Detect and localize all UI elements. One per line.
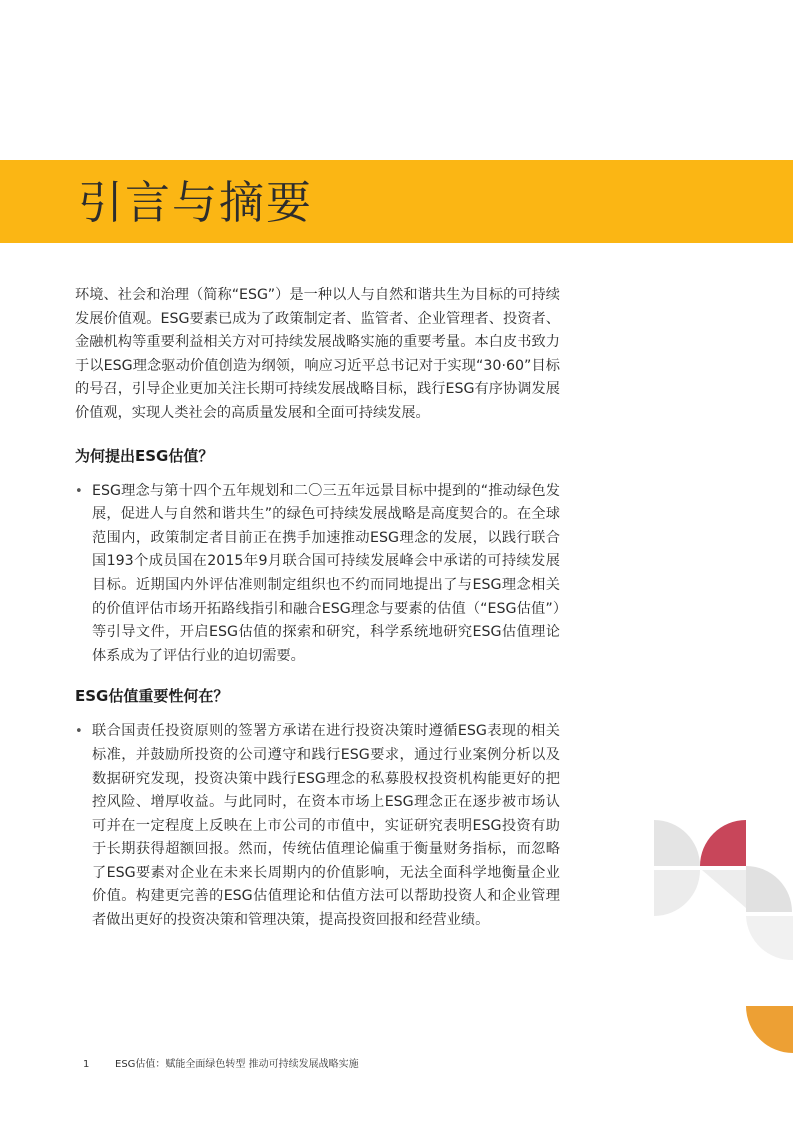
grey-quarter-shape — [654, 820, 700, 866]
page-footer — [83, 1058, 359, 1072]
bullet-item — [75, 480, 560, 669]
page-number: 1 — [83, 1059, 90, 1070]
grey-quarter-shape — [654, 870, 700, 916]
footer-text: ESG估值：赋能全面绿色转型 推动可持续发展战略实施 — [115, 1059, 359, 1070]
intro-paragraph: 环境、社会和治理（简称“ESG”）是一种以人与自然和谐共生为目标的可持续发展价值观。ESG要素已成为了政策制定者、监管者、企业管理者、投资者、金融机构等重要利益相关方对可持续发展战略实施的重要考量。本白皮书致力于以ESG理念驱动价值创造为纲领，响应习近平总书记对于实现“30·60”目标的号召，引导企业更加关注长期可持续发展战略目标，践行ESG有序协调发展价值观，实现人类社会的高质量发展和全面可持续发展。 — [75, 287, 560, 421]
decorative-shapes — [640, 808, 793, 1058]
section-title-importance: ESG估值重要性何在？ — [75, 687, 229, 706]
grey-quarter-shape — [746, 866, 792, 912]
main-content — [75, 284, 560, 933]
orange-quarter-shape — [746, 1006, 793, 1053]
bullet-icon: • — [75, 483, 83, 499]
bullet-list-importance — [75, 720, 560, 932]
bullet-text: 联合国责任投资原则的签署方承诺在进行投资决策时遵循ESG表现的相关标准，并鼓励所投资的公司遵守和践行ESG要求，通过行业案例分析以及数据研究发现，投资决策中践行ESG理念的私募股权投资机构能更好的把控风险、增厚收益。与此同时，在资本市场上ESG理念正在逐步被市场认可并在一定程度上反映在上市公司的市值中，实证研究表明ESG投资有助于长期获得超额回报。然而，传统估值理论偏重于衡量财务指标，而忽略了ESG要素对企业在未来长周期内的价值影响，无法全面科学地衡量企业价值。构建更完善的ESG估值理论和估值方法可以帮助投资人和企业管理者做出更好的投资决策和管理决策，提高投资回报和经营业绩。 — [92, 723, 560, 929]
red-quarter-shape — [700, 820, 746, 866]
section-title-why: 为何提出ESG估值？ — [75, 446, 214, 465]
page-title: 引言与摘要 — [78, 176, 314, 229]
bullet-item — [75, 720, 560, 932]
grey-triangle-shape — [702, 870, 746, 908]
grey-quarter-shape — [746, 916, 793, 960]
bullet-text: ESG理念与第十四个五年规划和二〇三五年远景目标中提到的“推动绿色发展，促进人与自然和谐共生”的绿色可持续发展战略是高度契合的。在全球范围内，政策制定者目前正在携手加速推动ESG理念的发展，以践行联合国193个成员国在2015年9月联合国可持续发展峰会中承诺的可持续发展目标。近期国内外评估准则制定组织也不约而同地提出了与ESG理念相关的价值评估市场开拓路线指引和融合ESG理念与要素的估值（“ESG估值”）等引导文件，开启ESG估值的探索和研究，科学系统地研究ESG估值理论体系成为了评估行业的迫切需要。 — [92, 482, 560, 664]
title-banner — [0, 160, 793, 243]
bullet-icon: • — [75, 724, 83, 740]
bullet-list-why — [75, 480, 560, 669]
